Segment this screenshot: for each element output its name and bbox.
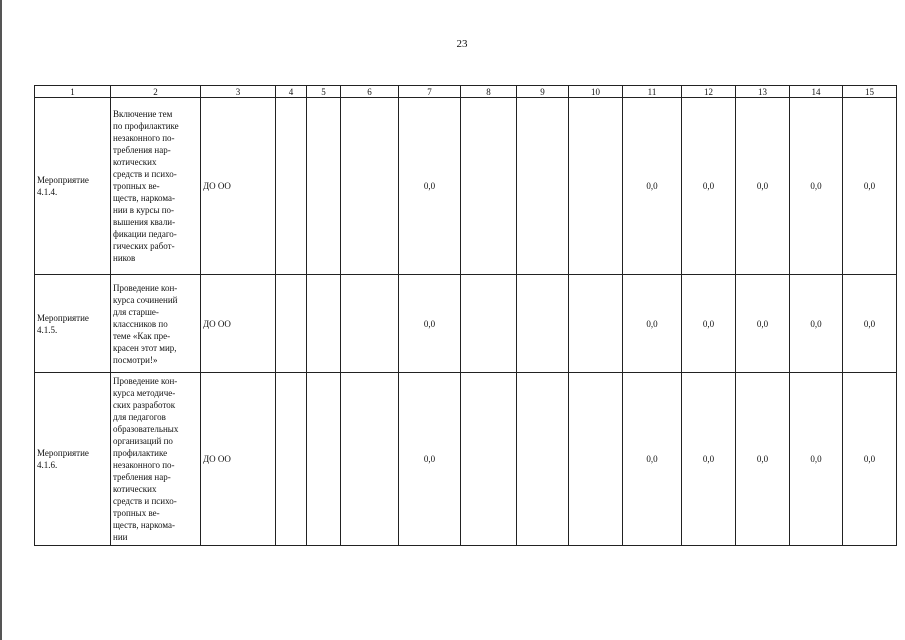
col9-cell — [517, 98, 569, 275]
col7-value: 0,0 — [399, 373, 461, 546]
description-cell: Включение тем по профилактике незаконного по- требления нар- котических средств и психо- тропных ве- ществ, наркома- нии в курсы по- вышения квали- фикации педаго- гических работ- ников — [111, 98, 201, 275]
col-header-6: 6 — [341, 86, 399, 98]
description-cell: Проведение кон- курса методиче- ских разработок для педагогов образовательных организаций по профилактике незаконного по- требления нар- котических средств и психо- тропных ве- ществ, наркома- нии — [111, 373, 201, 546]
col14-value: 0,0 — [790, 373, 843, 546]
executor-cell: ДО ОО — [201, 98, 276, 275]
col-header-3: 3 — [201, 86, 276, 98]
col12-value: 0,0 — [682, 275, 736, 373]
col10-cell — [569, 373, 623, 546]
col9-cell — [517, 373, 569, 546]
program-activities-table — [34, 85, 897, 546]
col10-cell — [569, 275, 623, 373]
col15-value: 0,0 — [843, 373, 897, 546]
col13-value: 0,0 — [736, 275, 790, 373]
col10-cell — [569, 98, 623, 275]
table-row — [35, 373, 897, 546]
col-header-13: 13 — [736, 86, 790, 98]
col-header-7: 7 — [399, 86, 461, 98]
description-cell: Проведение кон- курса сочинений для старше- классников по теме «Как пре- красен этот мир, посмотри!» — [111, 275, 201, 373]
table-row — [35, 98, 897, 275]
col6-cell — [341, 373, 399, 546]
col4-cell — [276, 98, 307, 275]
col-header-12: 12 — [682, 86, 736, 98]
col-header-9: 9 — [517, 86, 569, 98]
activity-cell: Мероприятие 4.1.5. — [35, 275, 111, 373]
col7-value: 0,0 — [399, 98, 461, 275]
page-number: 23 — [456, 38, 468, 50]
col5-cell — [307, 98, 341, 275]
col11-value: 0,0 — [623, 373, 682, 546]
col15-value: 0,0 — [843, 98, 897, 275]
col-header-2: 2 — [111, 86, 201, 98]
col13-value: 0,0 — [736, 373, 790, 546]
col11-value: 0,0 — [623, 98, 682, 275]
col-header-5: 5 — [307, 86, 341, 98]
page-left-edge — [0, 0, 2, 640]
col8-cell — [461, 275, 517, 373]
col-header-10: 10 — [569, 86, 623, 98]
executor-cell: ДО ОО — [201, 275, 276, 373]
col7-value: 0,0 — [399, 275, 461, 373]
col9-cell — [517, 275, 569, 373]
col5-cell — [307, 275, 341, 373]
col12-value: 0,0 — [682, 373, 736, 546]
executor-cell: ДО ОО — [201, 373, 276, 546]
activity-cell: Мероприятие 4.1.4. — [35, 98, 111, 275]
col6-cell — [341, 98, 399, 275]
col4-cell — [276, 373, 307, 546]
col11-value: 0,0 — [623, 275, 682, 373]
col-header-8: 8 — [461, 86, 517, 98]
col-header-4: 4 — [276, 86, 307, 98]
col6-cell — [341, 275, 399, 373]
col8-cell — [461, 373, 517, 546]
col-header-11: 11 — [623, 86, 682, 98]
col4-cell — [276, 275, 307, 373]
col5-cell — [307, 373, 341, 546]
activity-cell: Мероприятие 4.1.6. — [35, 373, 111, 546]
col-header-14: 14 — [790, 86, 843, 98]
col12-value: 0,0 — [682, 98, 736, 275]
col15-value: 0,0 — [843, 275, 897, 373]
table-row — [35, 275, 897, 373]
col14-value: 0,0 — [790, 275, 843, 373]
col-header-15: 15 — [843, 86, 897, 98]
col14-value: 0,0 — [790, 98, 843, 275]
col8-cell — [461, 98, 517, 275]
col-header-1: 1 — [35, 86, 111, 98]
col13-value: 0,0 — [736, 98, 790, 275]
header-row — [35, 86, 897, 98]
